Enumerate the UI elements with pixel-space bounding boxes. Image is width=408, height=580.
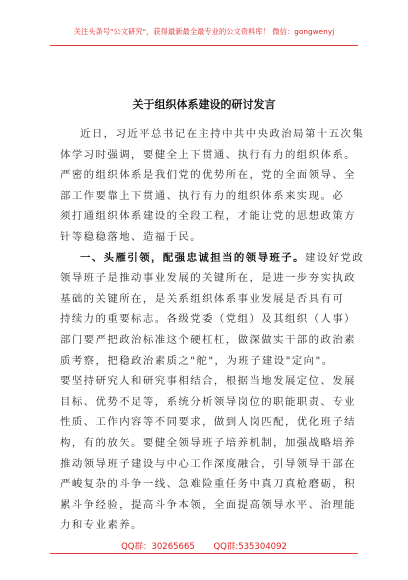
footer-qq-group-2: QQ群:535304092 (213, 542, 287, 552)
body-line-text: 建设好党政 (304, 251, 365, 264)
body-line-text: 严峻复杂的斗争一线、急难险重任务中真刀真枪磨砺，积 (60, 478, 357, 491)
section-heading: 一、头雁引领，配强忠诚担当的领导班子。 (80, 251, 305, 264)
body-line (60, 454, 357, 475)
header-notice: 关注头条号"公文研究"，获得最新最全最专业的公文资料库！ 微信：gongwenyj (73, 27, 335, 36)
body-line (60, 412, 357, 433)
document-body (60, 124, 365, 536)
body-line (60, 165, 357, 186)
body-line-text: 严密的组织体系是我们党的优势所在，党的全面领导、全 (60, 169, 357, 182)
body-line-text: 力和专业素养。 (60, 519, 143, 532)
body-line-text: 近日，习近平总书记在主持中共中央政治局第十五次集 (80, 128, 365, 140)
body-line-text: 推动领导班子建设与中心工作深度融合，引导领导干部在 (60, 457, 357, 470)
body-line (60, 309, 357, 330)
footer-qq-group-1: QQ群：30265665 (121, 542, 195, 552)
body-line-text: 部门要严把政治标准这个硬杠杠，做深做实干部的政治素 (60, 333, 357, 346)
document-title: 关于组织体系建设的研讨发言 (132, 98, 276, 111)
body-line-text: 须打通组织体系建设的全段工程，才能让党的思想政策方 (60, 210, 357, 223)
body-line (60, 268, 357, 289)
body-line-text: 持续力的重要标志。各级党委（党组）及其组织（人事） (60, 313, 357, 326)
body-line (60, 289, 352, 310)
body-line-text: 基础的关键所在，是关系组织体系事业发展是否具有可 (60, 292, 345, 305)
body-line (60, 474, 357, 495)
body-line-text: 累斗争经验，提高斗争本领，全面提高领导水平、治理能 (60, 498, 357, 511)
body-line (60, 124, 365, 145)
footer-divider (50, 553, 358, 554)
header-divider (50, 45, 358, 46)
body-line (60, 145, 357, 166)
body-line-text: 性质、工作内容等不同要求，做到人岗匹配，优化班子结 (60, 416, 357, 429)
body-line (60, 351, 352, 372)
body-line-text: 领导班子是推动事业发展的关键所在，是进一步夯实执政 (60, 272, 357, 285)
body-line-text: 部工作要靠上下贯通、执行有力的组织体系来实现。必 (60, 189, 345, 202)
body-line (60, 227, 352, 248)
body-line (60, 433, 357, 454)
body-line (60, 248, 365, 269)
body-line (60, 495, 357, 516)
body-line-text: 构，有的放矢。要健全领导班子培养机制，加强战略培养 (60, 436, 357, 449)
body-line (60, 392, 357, 413)
body-line (60, 515, 352, 536)
body-line-text: 质考察，把稳政治素质之"舵"，为班子建设"定向"。 (60, 354, 334, 367)
body-line (60, 186, 352, 207)
body-line-text: 要坚持研究人和研究事相结合，根据当地发展定位、发展 (60, 375, 357, 388)
body-line (60, 371, 357, 392)
body-line-text: 针等稳稳落地、造福于民。 (60, 230, 203, 243)
body-line-text: 体学习时强调，要健全上下贯通、执行有力的组织体系。 (60, 148, 357, 161)
body-line (60, 330, 357, 351)
body-line-text: 目标、优势不足等，系统分析领导岗位的职能职责、专业 (60, 395, 357, 408)
footer-contacts (0, 540, 408, 552)
body-line (60, 206, 357, 227)
